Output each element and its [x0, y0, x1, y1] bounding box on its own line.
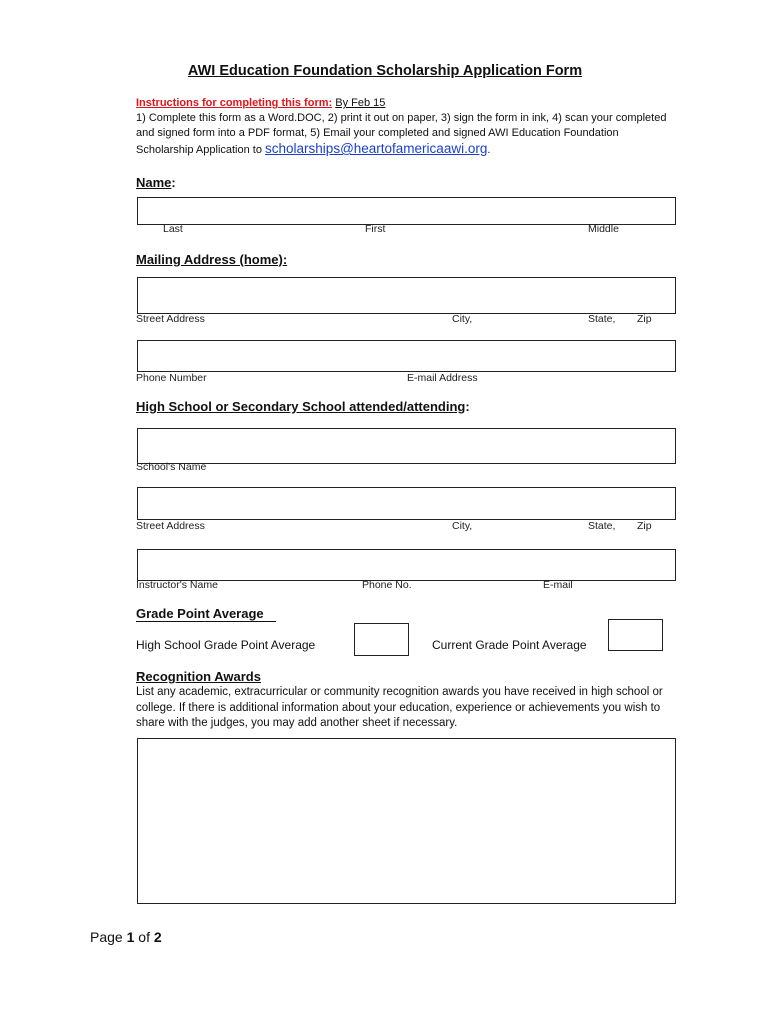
instructions-label: Instructions for completing this form: [136, 97, 333, 109]
scholarship-email-link[interactable]: scholarships@heartofamericaawi.org [265, 141, 488, 156]
state-label: State, [588, 313, 616, 325]
form-title: AWI Education Foundation Scholarship Application Form [187, 63, 583, 79]
instructor-email-label: E-mail [543, 579, 573, 591]
instructor-name-label: Instructor's Name [136, 579, 218, 591]
school-city-label: City, [452, 520, 473, 532]
instructions-period: . [487, 144, 491, 156]
school-zip-label: Zip [637, 520, 652, 532]
instructor-phone-label: Phone No. [362, 579, 412, 591]
home-address-input[interactable] [137, 277, 676, 314]
middle-name-label: Middle [588, 223, 619, 235]
instructor-input[interactable] [137, 549, 676, 581]
phone-number-label: Phone Number [136, 372, 207, 384]
instructions [136, 96, 676, 158]
recognition-awards-heading: Recognition Awards [136, 669, 261, 684]
page-word: Page [90, 929, 123, 945]
school-state-label: State, [588, 520, 616, 532]
school-street-label: Street Address [136, 520, 205, 532]
gpa-heading: Grade Point Average [136, 607, 276, 622]
high-school-heading-colon: : [465, 399, 470, 414]
school-name-label: School's Name [136, 461, 207, 473]
hs-gpa-input[interactable] [354, 623, 409, 656]
current-gpa-label: Current Grade Point Average [432, 638, 587, 652]
current-gpa-input[interactable] [608, 619, 663, 651]
school-name-input[interactable] [137, 428, 676, 464]
of-word: of [138, 929, 150, 945]
street-address-label: Street Address [136, 313, 205, 325]
awards-description: List any academic, extracurricular or community recognition awards you have received in high school or college. If there is additional information about your education, experience or achievements you wish to share with the judges, you may add another sheet if necessary. [136, 686, 663, 729]
email-address-label: E-mail Address [407, 372, 478, 384]
high-school-heading-text: High School or Secondary School attended/attending [136, 399, 466, 414]
deadline-text: By Feb 15 [335, 97, 386, 109]
high-school-heading [136, 399, 470, 414]
page-current: 1 [126, 929, 135, 945]
zip-label: Zip [637, 313, 652, 325]
awards-textarea[interactable] [137, 738, 676, 904]
mailing-address-heading: Mailing Address (home): [136, 252, 288, 267]
name-heading-text: Name [136, 175, 172, 190]
name-heading [136, 175, 176, 190]
name-input[interactable] [137, 197, 676, 225]
city-label: City, [452, 313, 473, 325]
first-name-label: First [365, 223, 386, 235]
page-number [90, 929, 162, 945]
instructions-text: 1) Complete this form as a Word.DOC, 2) print it out on paper, 3) sign the form in ink, 4) scan your completed and signed form into a PDF format, 5) Email your completed and signed AWI Education Foundation Scholarship Application to [136, 112, 667, 156]
contact-input[interactable] [137, 340, 676, 372]
last-name-label: Last [163, 223, 183, 235]
page-total: 2 [153, 929, 162, 945]
hs-gpa-label: High School Grade Point Average [136, 638, 316, 652]
school-address-input[interactable] [137, 487, 676, 520]
name-heading-colon: : [171, 175, 176, 190]
